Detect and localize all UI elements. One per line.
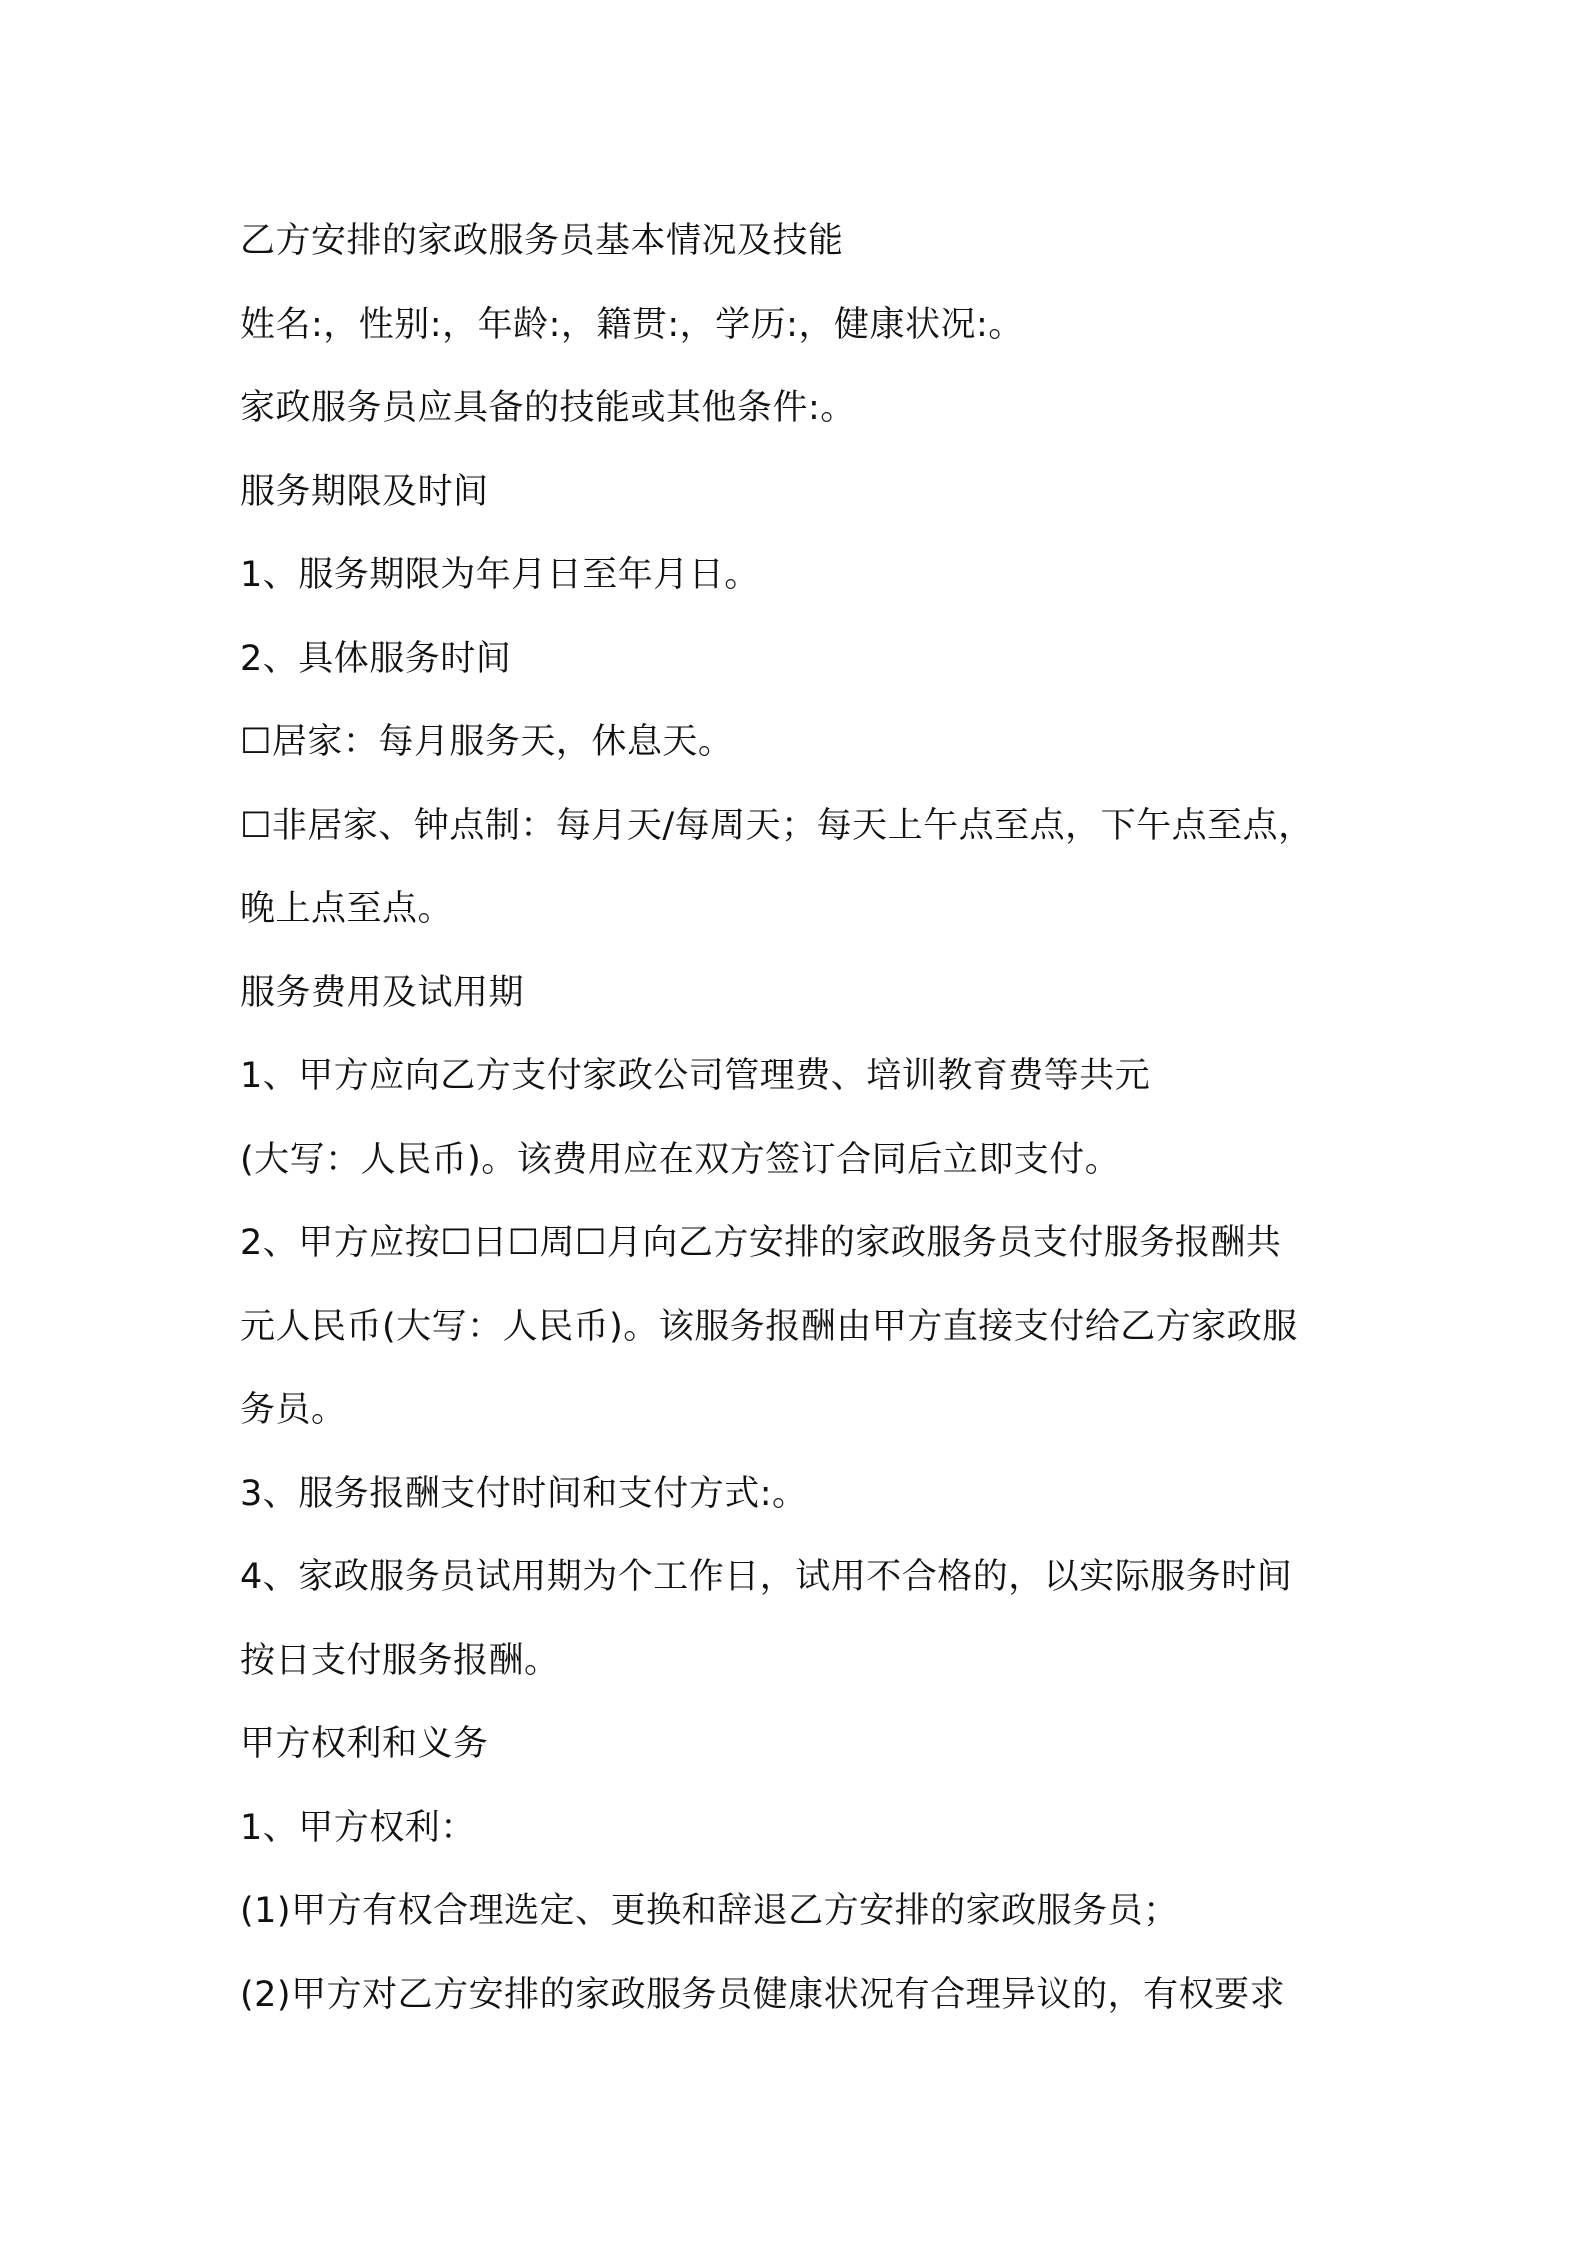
worker-skills-line: 家政服务员应具备的技能或其他条件:。 — [240, 388, 856, 428]
hourly-option-continued: 晚上点至点。 — [240, 889, 454, 929]
fees-item-4-continued: 按日支付服务报酬。 — [240, 1640, 560, 1681]
document-body — [240, 200, 1370, 2037]
section-heading-worker-info: 乙方安排的家政服务员基本情况及技能 — [240, 221, 844, 261]
section-heading-service-period: 服务期限及时间 — [240, 471, 489, 512]
fees-item-3: 3、服务报酬支付时间和支付方式:。 — [240, 1473, 808, 1514]
service-period-item-2: 2、具体服务时间 — [240, 638, 512, 679]
fees-item-2-continued: 元人民币(大写：人民币)。该服务报酬由甲方直接支付给乙方家政服 — [240, 1306, 1298, 1347]
party-a-rights-heading: 1、甲方权利： — [240, 1807, 476, 1848]
party-a-right-2: (2)甲方对乙方安排的家政服务员健康状况有合理异议的，有权要求 — [240, 1974, 1286, 2015]
live-in-option: ☐居家：每月服务天，休息天。 — [240, 722, 734, 762]
service-period-item-1: 1、服务期限为年月日至年月日。 — [240, 555, 760, 595]
fees-item-4: 4、家政服务员试用期为个工作日，试用不合格的，以实际服务时间 — [240, 1557, 1293, 1597]
fees-item-1: 1、甲方应向乙方支付家政公司管理费、培训教育费等共元 — [240, 1056, 1151, 1096]
section-heading-fees: 服务费用及试用期 — [240, 972, 525, 1013]
party-a-right-1: (1)甲方有权合理选定、更换和辞退乙方安排的家政服务员； — [240, 1891, 1179, 1931]
worker-info-fields: 姓名:，性别:，年龄:，籍贯:，学历:，健康状况:。 — [240, 304, 1024, 345]
fees-item-2-end: 务员。 — [240, 1390, 347, 1430]
hourly-option: ☐非居家、钟点制：每月天/每周天；每天上午点至点，下午点至点， — [240, 805, 1314, 846]
fees-item-1-continued: (大写：人民币)。该费用应在双方签订合同后立即支付。 — [240, 1139, 1121, 1180]
section-heading-party-a: 甲方权利和义务 — [240, 1724, 489, 1764]
fees-item-2: 2、甲方应按☐日☐周☐月向乙方安排的家政服务员支付服务报酬共 — [240, 1223, 1282, 1263]
